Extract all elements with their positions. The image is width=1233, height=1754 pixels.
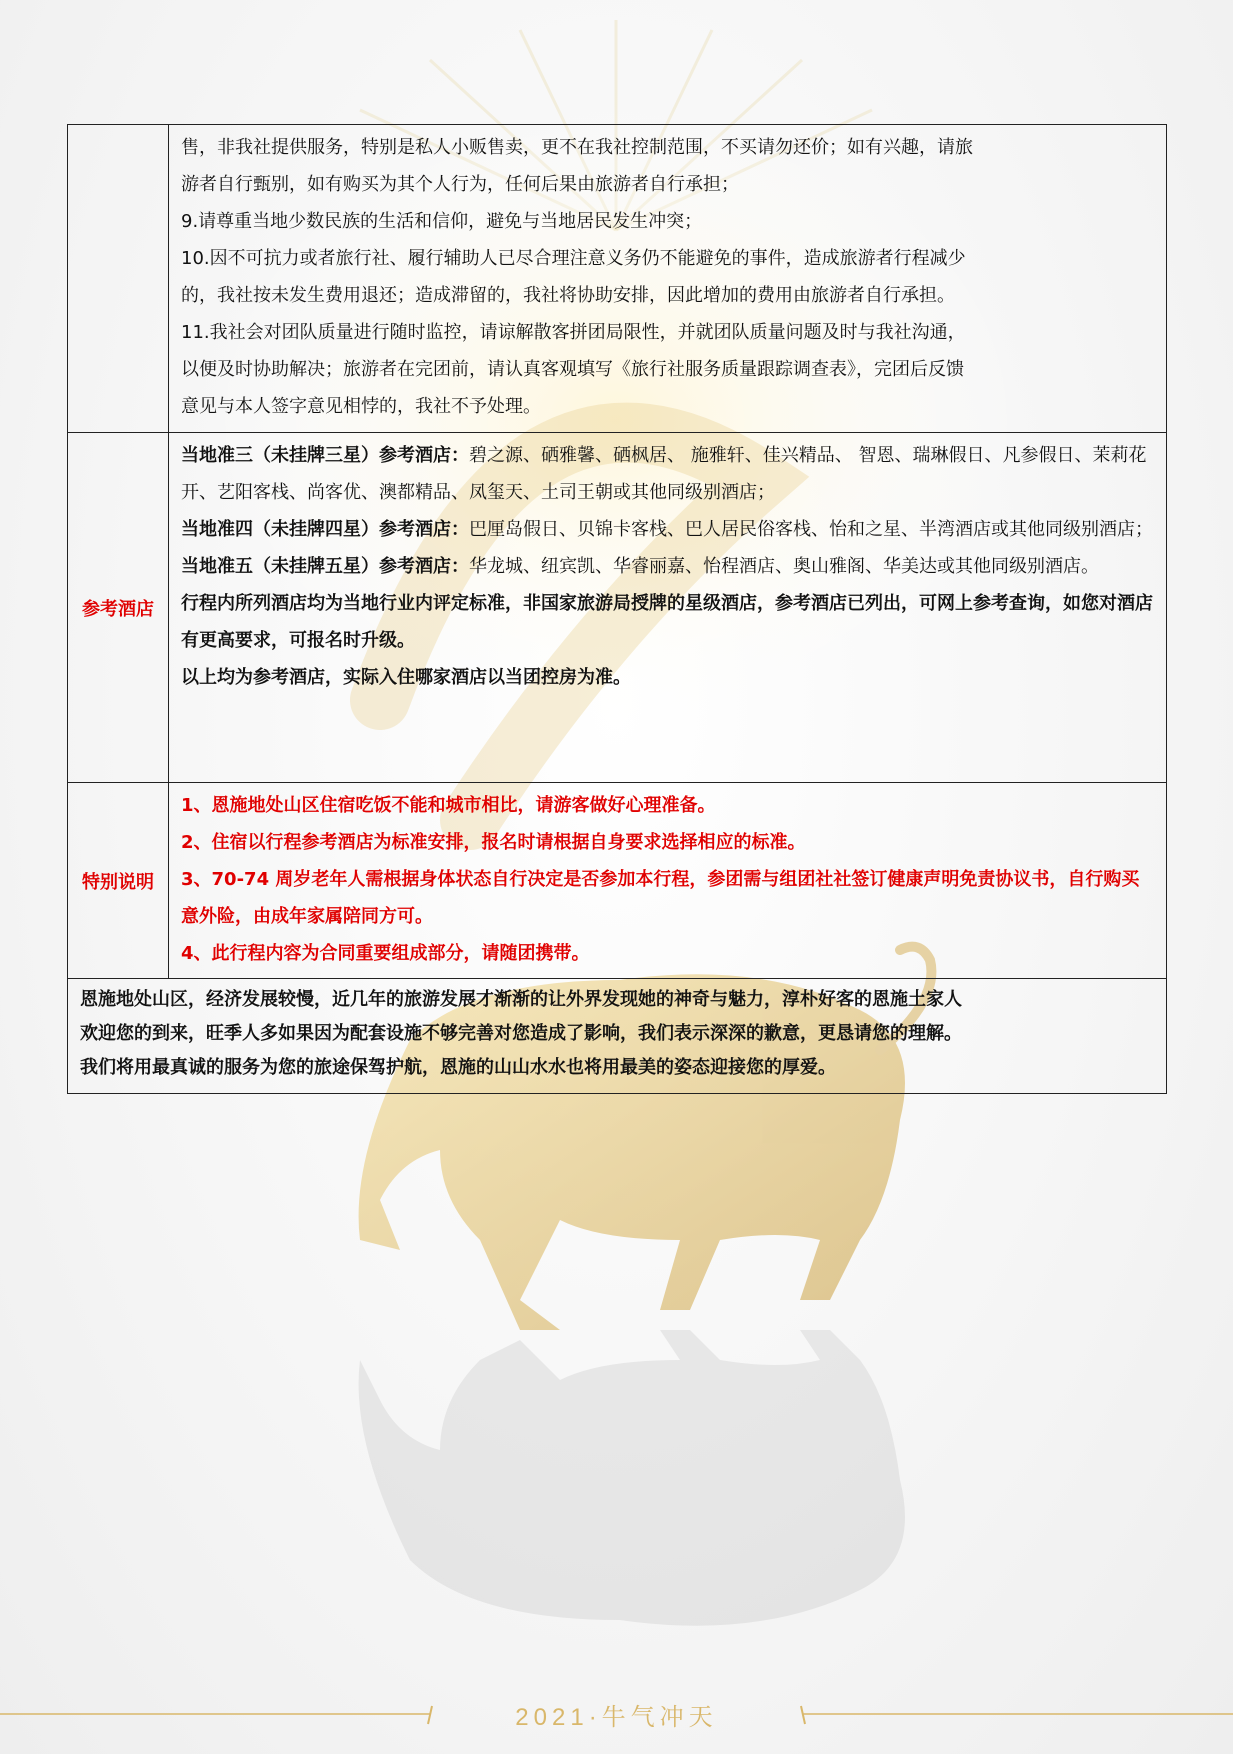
notes-content-cell	[169, 125, 1167, 433]
hotel-note-actual: 以上均为参考酒店，实际入住哪家酒店以当团控房为准。	[181, 667, 631, 688]
notes-line: 的，我社按未发生费用退还；造成滞留的，我社将协助安排，因此增加的费用由旅游者自行承担。	[181, 285, 955, 306]
hotel-tier4	[181, 511, 1154, 548]
hotel-tier5-list: 华龙城、纽宾凯、华睿丽嘉、怡程酒店、奥山雅阁、华美达或其他同级别酒店。	[469, 556, 1099, 577]
special-content-cell	[169, 783, 1167, 979]
hotel-label: 参考酒店	[68, 433, 169, 783]
special-item: 1、恩施地处山区住宿吃饭不能和城市相比，请游客做好心理准备。	[181, 795, 716, 816]
bull-reflection	[359, 1330, 905, 1626]
notes-line: 意见与本人签字意见相悖的，我社不予处理。	[181, 396, 541, 417]
notes-line: 售，非我社提供服务，特别是私人小贩售卖，更不在我社控制范围，不买请勿还价；如有兴趣，请旅	[181, 137, 973, 158]
hotel-tier4-title: 当地准四（未挂牌四星）参考酒店：	[181, 519, 469, 540]
notes-line: 10.因不可抗力或者旅行社、履行辅助人已尽合理注意义务仍不能避免的事件，造成旅游者行程减少	[181, 248, 966, 269]
hotel-tier5	[181, 548, 1154, 585]
closing-note-line: 欢迎您的到来，旺季人多如果因为配套设施不够完善对您造成了影响，我们表示深深的歉意，更恳请您的理解。	[80, 1023, 962, 1044]
hotel-content-cell	[169, 433, 1167, 783]
hotel-tier4-list: 巴厘岛假日、贝锦卡客栈、巴人居民俗客栈、怡和之星、半湾酒店或其他同级别酒店；	[469, 519, 1153, 540]
special-item: 4、此行程内容为合同重要组成部分，请随团携带。	[181, 943, 590, 964]
notes-line: 9.请尊重当地少数民族的生活和信仰，避免与当地居民发生冲突；	[181, 211, 703, 232]
notes-label-cell	[68, 125, 169, 433]
notes-line: 游者自行甄别，如有购买为其个人行为，任何后果由旅游者自行承担；	[181, 174, 739, 195]
closing-note-cell	[68, 979, 1167, 1094]
closing-note-line: 我们将用最真诚的服务为您的旅途保驾护航，恩施的山山水水也将用最美的姿态迎接您的厚爱。	[80, 1057, 836, 1078]
hotel-note-standard: 行程内所列酒店均为当地行业内评定标准，非国家旅游局授牌的星级酒店，参考酒店已列出，可网上参考查询，如您对酒店有更高要求，可报名时升级。	[181, 593, 1153, 651]
hotel-tier5-title: 当地准五（未挂牌五星）参考酒店：	[181, 556, 469, 577]
page-footer-slogan: 2021·牛气冲天	[515, 1704, 718, 1731]
special-item: 3、70-74 周岁老年人需根据身体状态自行决定是否参加本行程，参团需与组团社社签订健康声明免责协议书，自行购买意外险，由成年家属陪同方可。	[181, 869, 1140, 927]
notes-line: 11.我社会对团队质量进行随时监控，请谅解散客拼团局限性，并就团队质量问题及时与我社沟通，	[181, 322, 966, 343]
closing-note-row	[68, 979, 1167, 1094]
hotel-tier3-list: 碧之源、硒雅馨、硒枫居、 施雅轩、佳兴精品、 智恩、瑞琳假日、凡参假日、茉莉花开、艺阳客栈、尚客优、澳都精品、凤玺天、土司王朝或其他同级别酒店；	[181, 445, 1147, 503]
closing-note-line: 恩施地处山区，经济发展较慢，近几年的旅游发展才渐渐的让外界发现她的神奇与魅力，淳朴好客的恩施土家人	[80, 989, 962, 1010]
notes-line: 以便及时协助解决；旅游者在完团前，请认真客观填写《旅行社服务质量跟踪调查表》，完团后反馈	[181, 359, 964, 380]
hotel-row	[68, 433, 1167, 783]
notes-row	[68, 125, 1167, 433]
itinerary-table	[67, 124, 1167, 1094]
special-item: 2、住宿以行程参考酒店为标准安排，报名时请根据自身要求选择相应的标准。	[181, 832, 806, 853]
special-label: 特别说明	[68, 783, 169, 979]
hotel-tier3-title: 当地准三（未挂牌三星）参考酒店：	[181, 445, 469, 466]
special-row	[68, 783, 1167, 979]
hotel-tier3	[181, 437, 1154, 511]
